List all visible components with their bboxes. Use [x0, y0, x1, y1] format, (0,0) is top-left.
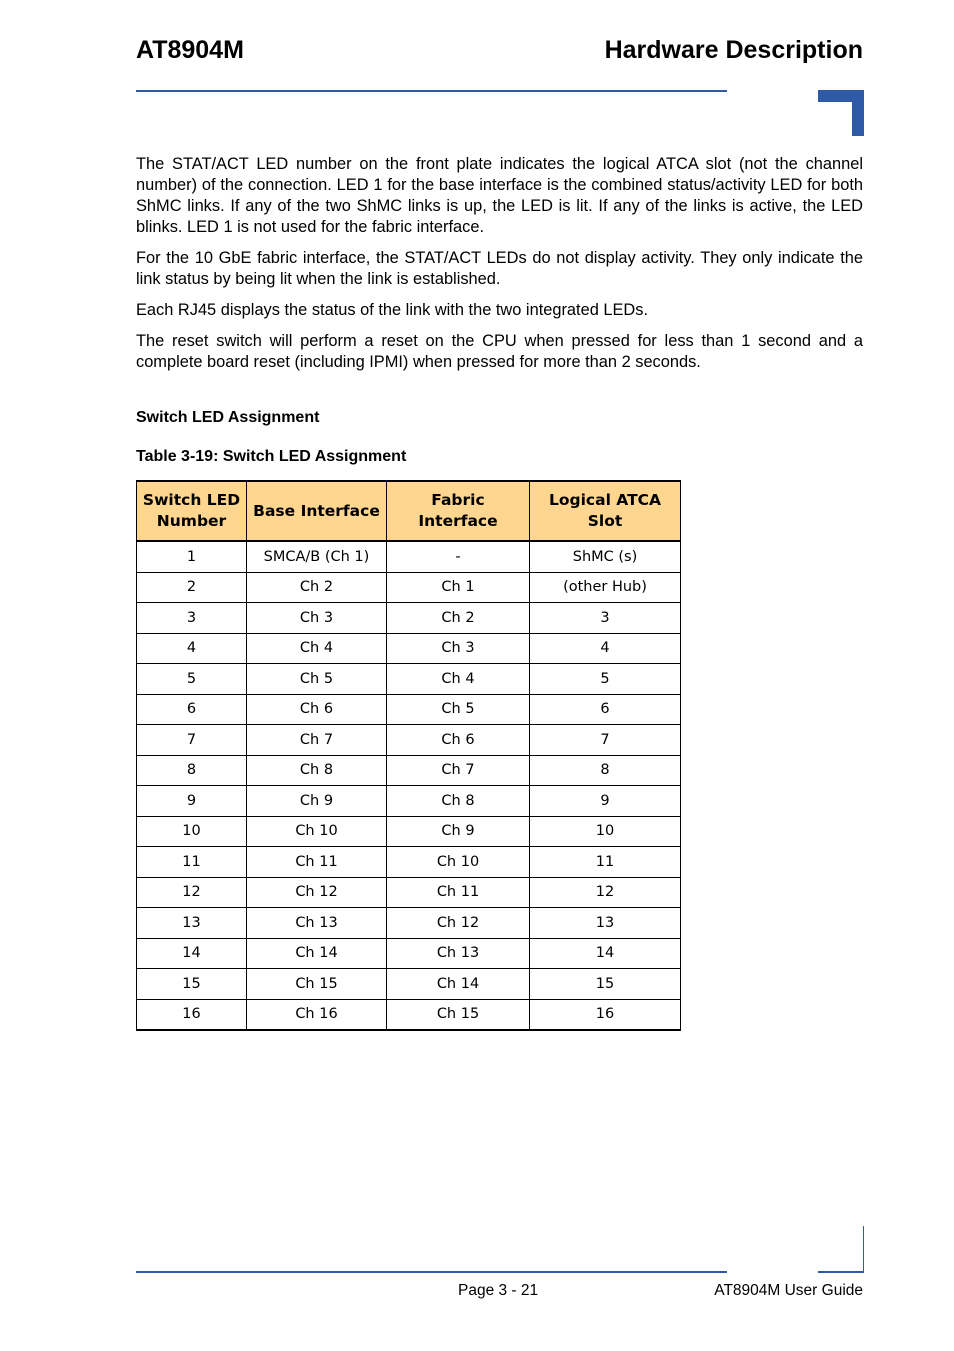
table-header-row — [137, 481, 681, 541]
table-cell: 6 — [530, 694, 681, 725]
table-cell: Ch 6 — [387, 725, 530, 756]
table-cell: (other Hub) — [530, 572, 681, 603]
paragraph: The STAT/ACT LED number on the front plate indicates the logical ATCA slot (not the channel number) of the connection. LED 1 for the base interface is the combined status/activity LED for both ShMC links. If any of the two ShMC links is up, the LED is lit. If any of the links is active, the LED blinks. LED 1 is not used for the fabric interface. — [136, 155, 863, 236]
table-row — [137, 541, 681, 572]
table-cell: 1 — [137, 541, 247, 572]
table-row — [137, 877, 681, 908]
table-cell: 12 — [530, 877, 681, 908]
table-cell: 14 — [137, 938, 247, 969]
table-cell: 4 — [137, 633, 247, 664]
header-rule — [136, 90, 727, 92]
table-cell: 9 — [137, 786, 247, 817]
table-cell: - — [387, 541, 530, 572]
table-row — [137, 816, 681, 847]
table-row — [137, 999, 681, 1030]
table-cell: 16 — [530, 999, 681, 1030]
table-cell: 2 — [137, 572, 247, 603]
table-cell: Ch 14 — [247, 938, 387, 969]
table-row — [137, 572, 681, 603]
table-row — [137, 938, 681, 969]
header-section-title: Hardware Description — [604, 36, 863, 64]
table-cell: 5 — [137, 664, 247, 695]
table-cell: ShMC (s) — [530, 541, 681, 572]
table-row — [137, 725, 681, 756]
footer-rule — [136, 1271, 727, 1273]
paragraph: For the 10 GbE fabric interface, the STAT/ACT LEDs do not display activity. They only indicate the link status by being lit when the link is established. — [136, 249, 863, 288]
table-cell: 14 — [530, 938, 681, 969]
table-row — [137, 633, 681, 664]
paragraph: Each RJ45 displays the status of the link with the two integrated LEDs. — [136, 301, 649, 319]
table-cell: Ch 2 — [387, 603, 530, 634]
table-cell: Ch 15 — [387, 999, 530, 1030]
table-cell: 4 — [530, 633, 681, 664]
table-cell: Ch 8 — [387, 786, 530, 817]
paragraph: The reset switch will perform a reset on the CPU when pressed for less than 1 second and a complete board reset (including IPMI) when pressed for more than 2 seconds. — [136, 332, 863, 371]
table-cell: Ch 2 — [247, 572, 387, 603]
header-product: AT8904M — [136, 36, 244, 64]
column-header-base-interface: Base Interface — [247, 481, 387, 541]
table-cell: 13 — [137, 908, 247, 939]
table-cell: 9 — [530, 786, 681, 817]
table-cell: Ch 13 — [247, 908, 387, 939]
table-cell: 8 — [530, 755, 681, 786]
table-cell: Ch 15 — [247, 969, 387, 1000]
table-cell: Ch 14 — [387, 969, 530, 1000]
table-cell: 10 — [530, 816, 681, 847]
table-cell: SMCA/B (Ch 1) — [247, 541, 387, 572]
table-cell: Ch 10 — [387, 847, 530, 878]
table-cell: Ch 9 — [247, 786, 387, 817]
column-header-fabric-interface: Fabric Interface — [387, 481, 530, 541]
table-cell: 16 — [137, 999, 247, 1030]
table-row — [137, 786, 681, 817]
table-cell: Ch 7 — [387, 755, 530, 786]
table-cell: Ch 7 — [247, 725, 387, 756]
table-cell: 6 — [137, 694, 247, 725]
table-cell: Ch 5 — [387, 694, 530, 725]
table-cell: Ch 8 — [247, 755, 387, 786]
table-cell: Ch 11 — [247, 847, 387, 878]
table-cell: Ch 1 — [387, 572, 530, 603]
table-row — [137, 847, 681, 878]
table-row — [137, 603, 681, 634]
table-cell: 13 — [530, 908, 681, 939]
table-cell: 11 — [530, 847, 681, 878]
table-cell: Ch 10 — [247, 816, 387, 847]
table-cell: 15 — [137, 969, 247, 1000]
table-caption: Table 3-19: Switch LED Assignment — [136, 448, 407, 465]
table-cell: Ch 4 — [247, 633, 387, 664]
table-cell: Ch 12 — [247, 877, 387, 908]
table-cell: Ch 5 — [247, 664, 387, 695]
table-cell: 7 — [530, 725, 681, 756]
switch-led-table — [136, 480, 681, 1031]
table-cell: Ch 9 — [387, 816, 530, 847]
table-cell: 8 — [137, 755, 247, 786]
table-cell: 12 — [137, 877, 247, 908]
table-cell: Ch 3 — [387, 633, 530, 664]
table-cell: Ch 12 — [387, 908, 530, 939]
corner-mark-bottom — [818, 1226, 864, 1273]
section-heading: Switch LED Assignment — [136, 409, 320, 426]
table-cell: Ch 16 — [247, 999, 387, 1030]
page-number: Page 3 - 21 — [458, 1282, 539, 1299]
table-cell: Ch 6 — [247, 694, 387, 725]
table-cell: 3 — [137, 603, 247, 634]
table-cell: 10 — [137, 816, 247, 847]
table-cell: 5 — [530, 664, 681, 695]
corner-mark-top — [818, 90, 864, 136]
column-header-logical-atca-slot: Logical ATCA Slot — [530, 481, 681, 541]
table-row — [137, 969, 681, 1000]
table-cell: 7 — [137, 725, 247, 756]
table-row — [137, 694, 681, 725]
table-cell: Ch 4 — [387, 664, 530, 695]
table-cell: 3 — [530, 603, 681, 634]
table-row — [137, 908, 681, 939]
table-cell: Ch 13 — [387, 938, 530, 969]
table-cell: 11 — [137, 847, 247, 878]
column-header-switch-led-number: Switch LED Number — [137, 481, 247, 541]
footer-guide-title: AT8904M User Guide — [714, 1282, 863, 1299]
table-cell: Ch 11 — [387, 877, 530, 908]
table-cell: Ch 3 — [247, 603, 387, 634]
body-text — [136, 154, 863, 383]
table-row — [137, 755, 681, 786]
table-row — [137, 664, 681, 695]
table-cell: 15 — [530, 969, 681, 1000]
